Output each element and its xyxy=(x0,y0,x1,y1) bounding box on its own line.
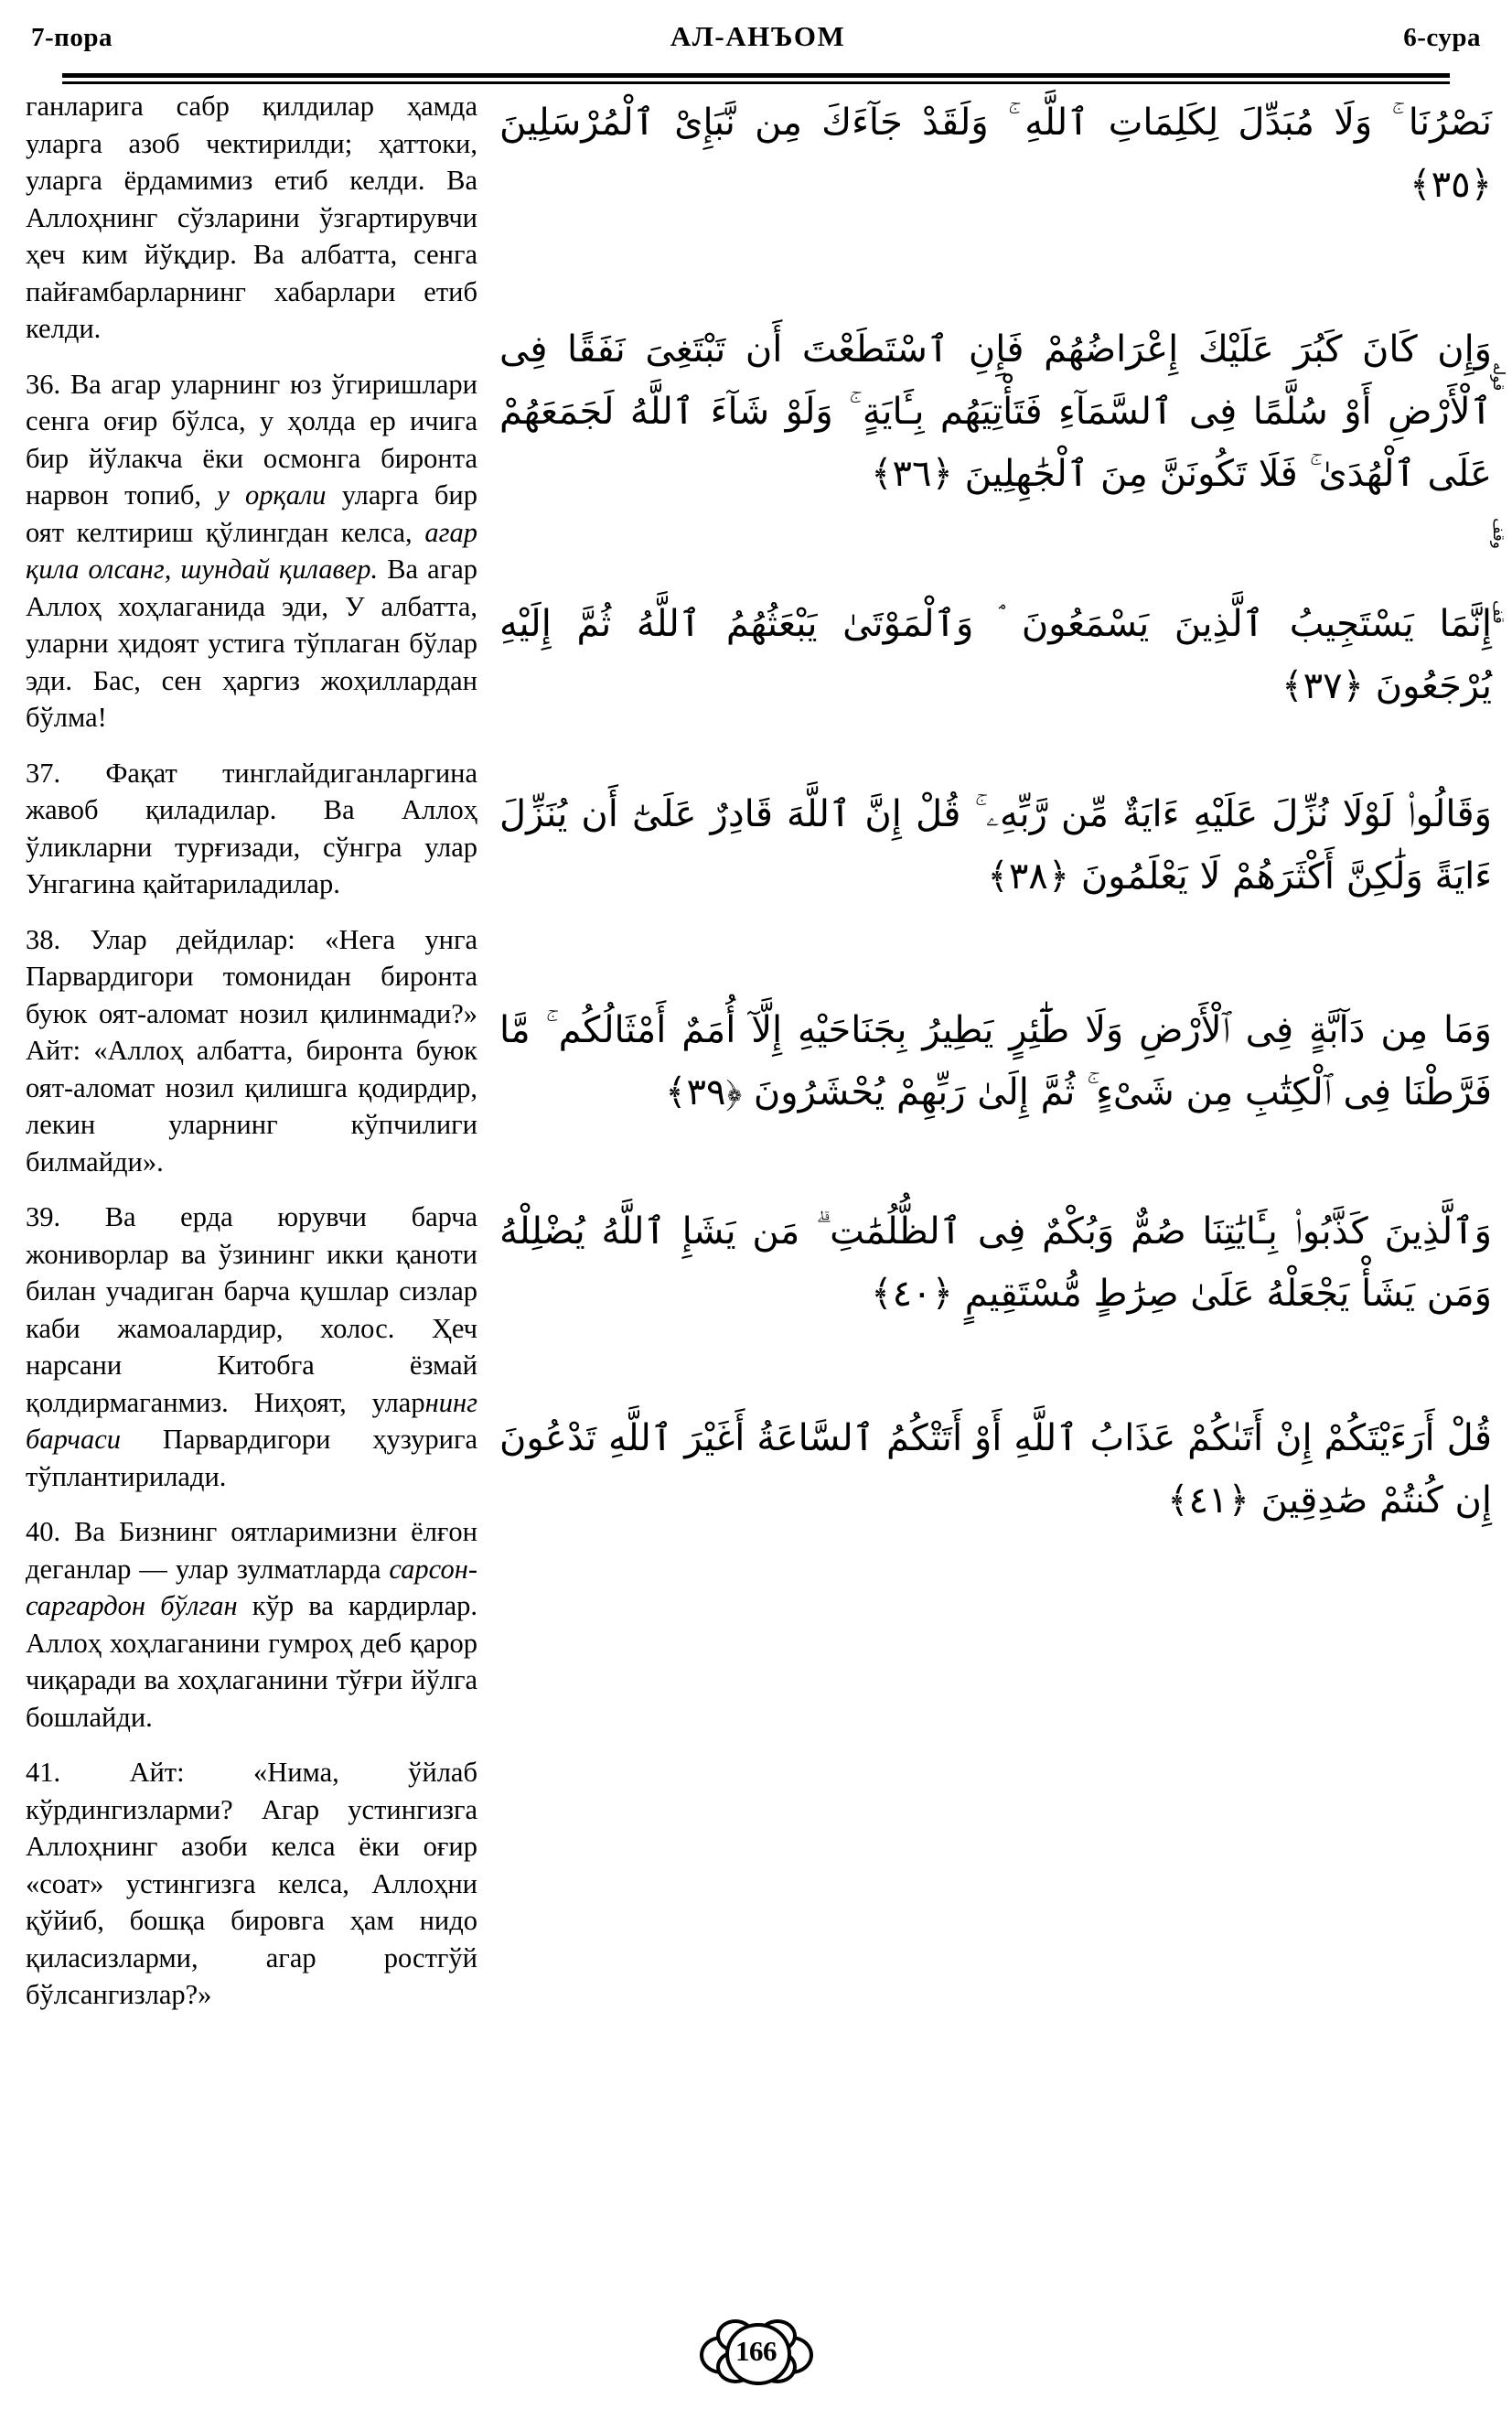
translation-paragraph-38 xyxy=(26,921,477,1181)
paragraph-text: 41. Айт: «Нима, ўйлаб кўрдингизларми? Агар устингизга Аллоҳнинг азоби келса ёки оғир «соат» устингизга келса, Аллоҳни қўйиб, бошқа бировга ҳам нидо қиласизларми, агар ростгўй бўлсангизлар?» xyxy=(26,1757,477,2010)
paragraph-text: 38. Улар дейдилар: «Нега унга Парвардигори томонидан биронта буюк оят-аломат нозил қилинмади?» Айт: «Аллоҳ албатта, биронта буюк оят-аломат нозил қилишга қодирдир, лекин уларнинг кўпчилиги билмайди». xyxy=(26,923,477,1178)
page-number: 166 xyxy=(735,2335,777,2367)
translation-paragraph-41 xyxy=(26,1754,477,2014)
header-divider-rule xyxy=(62,73,1450,84)
paragraph-text-run-italic: нинг барчаси xyxy=(26,1386,477,1455)
paragraph-text-run: Парвардигори ҳузурига тўплантирилади. xyxy=(26,1424,477,1492)
arabic-ayah-36: وَإِن كَانَ كَبُرَ عَلَيْكَ إِعْرَاضُهُمْ فَإِنِ ٱسْتَطَعْتَ أَن تَبْتَغِىَ نَفَقًا فِى ٱلْأَرْضِ أَوْ سُلَّمًا فِى ٱلسَّمَآءِ فَتَأْتِيَهُم بِـَٔايَةٍ ۚ وَلَوْ شَآءَ ٱللَّهُ لَجَمَعَهُمْ عَلَى ٱلْهُدَىٰ ۚ فَلَا تَكُونَنَّ مِنَ ٱلْجَٰهِلِينَ ﴿٣٦﴾ xyxy=(499,328,1492,495)
paragraph-text-run: 40. Ва Бизнинг оятларимизни ёлғон деганлар — улар зулматларда xyxy=(26,1516,477,1585)
paragraph-text-run-italic: агар қила олсанг, шундай қилавер. xyxy=(26,516,477,585)
header-surah-label: 6-сура xyxy=(1403,23,1481,52)
arabic-ayah-37: إِنَّمَا يَسْتَجِيبُ ٱلَّذِينَ يَسْمَعُونَ ۘ وَٱلْمَوْتَىٰ يَبْعَثُهُمُ ٱللَّهُ ثُمَّ إِلَيْهِ يُرْجَعُونَ ﴿٣٧﴾ xyxy=(499,603,1492,707)
translation-column xyxy=(26,88,477,2382)
paragraph-text: 37. Фақат тинглайдиганларгина жавоб қиладилар. Ва Аллоҳ ўликларни турғизади, сўнгра улар Унгагина қайтариладилар. xyxy=(26,757,477,899)
arabic-column xyxy=(477,88,1507,2382)
translation-paragraph-39 xyxy=(26,1199,477,1495)
running-head xyxy=(31,20,1481,77)
paragraph-text-run: кўр ва кардирлар. Аллоҳ хоҳлаганини гумроҳ деб қарор чиқаради ва хоҳлаганини тўғри йўлга бошлайди. xyxy=(26,1590,477,1733)
paragraph-text-run: 39. Ва ерда юрувчи барча жониворлар ва ўзининг икки қаноти билан учадиган барча қушлар сизлар каби жамоалардир, холос. Ҳеч нарсани Китобга ёзмай қолдирмаганмиз. Ниҳоят, улар xyxy=(26,1201,477,1418)
paragraph-text-run: Ва агар Аллоҳ хоҳлаганида эди, У албатта, уларни ҳидоят устига тўплаган бўлар эди. Бас, сен ҳаргиз жоҳиллардан бўлма! xyxy=(26,554,477,733)
header-surah-title: АЛ-АНЪОМ xyxy=(670,20,846,52)
arabic-ayah-41: قُلْ أَرَءَيْتَكُمْ إِنْ أَتَىٰكُمْ عَذَابُ ٱللَّهِ أَوْ أَتَتْكُمُ ٱلسَّاعَةُ أَغَيْرَ ٱللَّهِ تَدْعُونَ إِن كُنتُمْ صَٰدِقِينَ ﴿٤١﴾ xyxy=(499,1417,1492,1522)
arabic-ayah-35: نَصْرُنَا ۚ وَلَا مُبَدِّلَ لِكَلِمَاتِ ٱللَّهِ ۚ وَلَقَدْ جَآءَكَ مِن نَّبَإِىْ ٱلْمُرْسَلِينَ ﴿٣٥﴾ xyxy=(499,102,1492,206)
header-juz-label: 7-пора xyxy=(31,23,113,52)
margin-note-1: قوله xyxy=(1489,362,1507,392)
margin-note-3: قف xyxy=(1489,600,1507,624)
arabic-ayah-39: وَمَا مِن دَآبَّةٍ فِى ٱلْأَرْضِ وَلَا طَٰٓئِرٍ يَطِيرُ بِجَنَاحَيْهِ إِلَّآ أُمَمٌ أَمْثَالُكُم ۚ مَّا فَرَّطْنَا فِى ٱلْكِتَٰبِ مِن شَىْءٍ ۚ ثُمَّ إِلَىٰ رَبِّهِمْ يُحْشَرُونَ ﴿٣٩﴾ xyxy=(499,1009,1492,1113)
translation-paragraph-37 xyxy=(26,755,477,903)
arabic-ayah-40: وَٱلَّذِينَ كَذَّبُوا۟ بِـَٔايَٰتِنَا صُمٌّ وَبُكْمٌ فِى ٱلظُّلُمَٰتِ ۗ مَن يَشَإِ ٱللَّهُ يُضْلِلْهُ وَمَن يَشَأْ يَجْعَلْهُ عَلَىٰ صِرَٰطٍ مُّسْتَقِيمٍ ﴿٤٠﴾ xyxy=(499,1210,1492,1315)
page-number-cartouche xyxy=(700,2318,813,2385)
translation-paragraph-40 xyxy=(26,1513,477,1736)
translation-paragraph-36 xyxy=(26,366,477,737)
arabic-ayah-38: وَقَالُوا۟ لَوْلَا نُزِّلَ عَلَيْهِ ءَايَةٌ مِّن رَّبِّهِۦ ۚ قُلْ إِنَّ ٱللَّهَ قَادِرٌ عَلَىٰٓ أَن يُنَزِّلَ ءَايَةً وَلَٰكِنَّ أَكْثَرَهُمْ لَا يَعْلَمُونَ ﴿٣٨﴾ xyxy=(499,793,1492,898)
paragraph-text: ганларига сабр қилдилар ҳамда уларга азоб чектирилди; ҳаттоки, уларга ёрдамимиз етиб келди. Ва Аллоҳнинг сўзларини ўзгартирувчи ҳеч ким йўқдир. Ва албатта, сенга пайғамбарларнинг хабарлари етиб келди. xyxy=(26,91,477,344)
translation-paragraph-continuation xyxy=(26,88,477,348)
paragraph-text-run-italic: сарсон-саргардон бўлган xyxy=(26,1553,477,1621)
page-columns xyxy=(26,88,1507,2382)
paragraph-text-run: уларга бир оят келтириш қўлингдан келса, xyxy=(26,479,477,548)
paragraph-text-run: 36. Ва агар уларнинг юз ўгиришлари сенга оғир бўлса, у ҳолда ер ичига бир йўлакча ёки осмонга биронта нарвон топиб, xyxy=(26,368,477,511)
margin-note-2: وقف xyxy=(1489,518,1507,549)
paragraph-text-run-italic: у орқали xyxy=(217,479,327,511)
